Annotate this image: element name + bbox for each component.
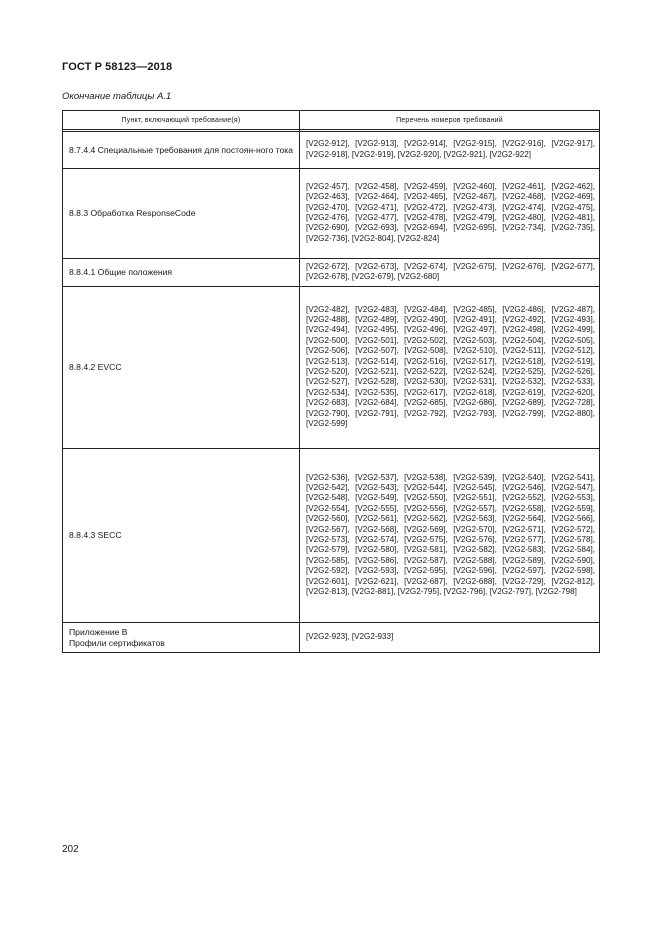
appendix-subtitle: Профили сертификатов xyxy=(69,637,165,648)
row-requirements: [V2G2-482], [V2G2-483], [V2G2-484], [V2G2-485], [V2G2-486], [V2G2-487], [V2G2-488], [V2G2-489], [V2G2-490], [V2G2-491], [V2G2-492], [V2G2-493], [V2G2-494], [V2G2-495], [V2G2-496], [V2G2-497], [V2G2-498], [V2G2-499], [V2G2-500], [V2G2-501], [V2G2-502], [V2G2-503], [V2G2-504], [V2G2-505], [V2G2-506], [V2G2-507], [V2G2-508], [V2G2-510], [V2G2-511], [V2G2-512], [V2G2-513], [V2G2-514], [V2G2-516], [V2G2-517], [V2G2-518], [V2G2-519], [V2G2-520], [V2G2-521], [V2G2-522], [V2G2-524], [V2G2-525], [V2G2-526], [V2G2-527], [V2G2-528], [V2G2-530], [V2G2-531], [V2G2-532], [V2G2-533], [V2G2-534], [V2G2-535], [V2G2-617], [V2G2-618], [V2G2-619], [V2G2-620], [V2G2-683], [V2G2-684], [V2G2-685], [V2G2-686], [V2G2-689], [V2G2-728], [V2G2-790], [V2G2-791], [V2G2-792], [V2G2-793], [V2G2-799], [V2G2-880], [V2G2-599] xyxy=(300,287,600,449)
row-requirements: [V2G2-923], [V2G2-933] xyxy=(300,623,600,653)
table-row xyxy=(63,169,600,259)
row-requirements: [V2G2-912], [V2G2-913], [V2G2-914], [V2G2-915], [V2G2-916], [V2G2-917], [V2G2-918], [V2G2-919], [V2G2-920], [V2G2-921], [V2G2-922] xyxy=(300,132,600,169)
row-clause: 8.8.4.2 EVCC xyxy=(63,287,300,449)
appendix-title: Приложение В xyxy=(69,626,128,637)
row-clause: 8.8.3 Обработка ResponseCode xyxy=(63,169,300,259)
row-requirements: [V2G2-457], [V2G2-458], [V2G2-459], [V2G2-460], [V2G2-461], [V2G2-462], [V2G2-463], [V2G2-464], [V2G2-465], [V2G2-467], [V2G2-468], [V2G2-469], [V2G2-470], [V2G2-471], [V2G2-472], [V2G2-473], [V2G2-474], [V2G2-475], [V2G2-476], [V2G2-477], [V2G2-478], [V2G2-479], [V2G2-480], [V2G2-481], [V2G2-690], [V2G2-693], [V2G2-694], [V2G2-695], [V2G2-734], [V2G2-735], [V2G2-736], [V2G2-804], [V2G2-824] xyxy=(300,169,600,259)
table-row xyxy=(63,259,600,287)
page-number: 202 xyxy=(62,844,79,855)
column-header-requirements: Перечень номеров требований xyxy=(300,111,600,130)
row-clause: 8.8.4.1 Общие положения xyxy=(63,259,300,287)
row-clause: 8.8.4.3 SECC xyxy=(63,449,300,623)
row-clause-appendix xyxy=(63,623,300,653)
table-header-row xyxy=(63,111,600,130)
document-header: ГОСТ Р 58123—2018 xyxy=(62,61,173,73)
column-header-clause: Пункт, включающий требование(я) xyxy=(63,111,300,130)
table-row xyxy=(63,623,600,653)
row-clause: 8.7.4.4 Специальные требования для постоян-ного тока xyxy=(63,132,300,169)
requirements-table xyxy=(62,110,600,653)
row-requirements: [V2G2-536], [V2G2-537], [V2G2-538], [V2G2-539], [V2G2-540], [V2G2-541], [V2G2-542], [V2G2-543], [V2G2-544], [V2G2-545], [V2G2-546], [V2G2-547], [V2G2-548], [V2G2-549], [V2G2-550], [V2G2-551], [V2G2-552], [V2G2-553], [V2G2-554], [V2G2-555], [V2G2-556], [V2G2-557], [V2G2-558], [V2G2-559], [V2G2-560], [V2G2-561], [V2G2-562], [V2G2-563], [V2G2-564], [V2G2-566], [V2G2-567], [V2G2-568], [V2G2-569], [V2G2-570], [V2G2-571], [V2G2-572], [V2G2-573], [V2G2-574], [V2G2-575], [V2G2-576], [V2G2-577], [V2G2-578], [V2G2-579], [V2G2-580], [V2G2-581], [V2G2-582], [V2G2-583], [V2G2-584], [V2G2-585], [V2G2-586], [V2G2-587], [V2G2-588], [V2G2-589], [V2G2-590], [V2G2-592], [V2G2-593], [V2G2-595], [V2G2-596], [V2G2-597], [V2G2-598], [V2G2-601], [V2G2-621], [V2G2-687], [V2G2-688], [V2G2-729], [V2G2-812], [V2G2-813], [V2G2-881], [V2G2-795], [V2G2-796], [V2G2-797], [V2G2-798] xyxy=(300,449,600,623)
table-row xyxy=(63,132,600,169)
table-row xyxy=(63,449,600,623)
table-row xyxy=(63,287,600,449)
table-caption: Окончание таблицы А.1 xyxy=(62,91,172,102)
row-requirements: [V2G2-672], [V2G2-673], [V2G2-674], [V2G2-675], [V2G2-676], [V2G2-677], [V2G2-678], [V2G2-679], [V2G2-680] xyxy=(300,259,600,287)
